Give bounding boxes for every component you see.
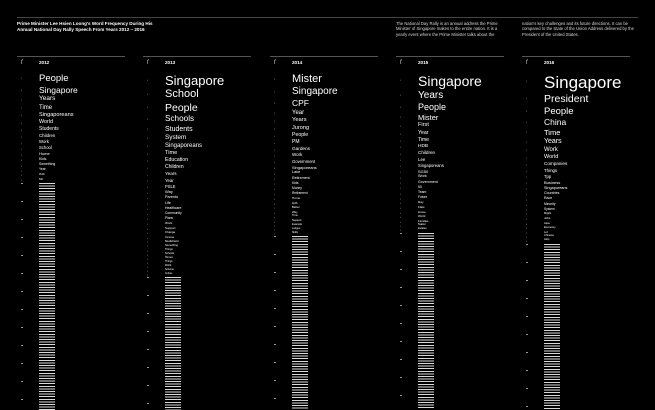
word-label: Year [39, 167, 46, 172]
word-label: Singapore [292, 86, 338, 98]
tail-markers [147, 277, 149, 410]
word-label: Work [544, 147, 558, 154]
row-marker: • [147, 128, 148, 132]
word-label: Government [418, 179, 438, 184]
row-marker: • [400, 187, 401, 191]
word-label: Schools [165, 114, 195, 124]
word-label: Retirement [292, 191, 308, 196]
row-marker: • [21, 179, 22, 183]
word-label: People [39, 73, 69, 84]
row-marker: • [21, 106, 22, 110]
row-marker: • [274, 216, 275, 220]
frequency-symbol: f [400, 60, 402, 65]
row-marker: • [21, 135, 22, 139]
word-label: Support [292, 218, 302, 222]
long-tail-list [292, 236, 308, 410]
word-label: Something [39, 162, 56, 167]
word-label: PM [292, 139, 300, 146]
word-label: Singapore [39, 84, 78, 95]
word-label: Work [39, 139, 49, 145]
row-marker: • [400, 216, 401, 220]
row-marker: • [400, 192, 401, 196]
row-marker: • [21, 174, 22, 178]
row-marker: • [526, 149, 527, 153]
column-year: 2013 [165, 60, 176, 65]
row-marker: • [274, 224, 275, 228]
intro-text-right: nation's key challenges and its future directions. It can be compared to the State of the Union Address delivered by the President of the United States. [522, 21, 634, 37]
word-label: Business [544, 179, 561, 185]
row-marker: • [147, 93, 148, 97]
word-label: President [544, 92, 589, 105]
row-marker: • [400, 116, 401, 120]
row-marker: • [274, 172, 275, 176]
row-marker: • [526, 218, 527, 222]
row-marker: • [526, 203, 527, 207]
column-year: 2016 [544, 60, 555, 65]
frequency-symbol: f [21, 60, 23, 65]
year-column-2016 [522, 56, 630, 410]
row-marker: • [147, 258, 148, 262]
row-marker: • [21, 141, 22, 145]
row-marker: • [21, 121, 22, 125]
row-marker: • [526, 109, 527, 113]
word-label: Work [292, 152, 303, 158]
word-label: Example [292, 222, 303, 226]
year-column-2013 [143, 56, 251, 410]
row-marker: • [274, 188, 275, 192]
word-label: Hdb [39, 172, 45, 177]
word-label: Years [165, 171, 177, 177]
word-label: People [292, 132, 309, 139]
word-label: School [165, 88, 199, 101]
word-label: Years [39, 95, 56, 103]
row-marker: • [147, 160, 148, 164]
row-marker: • [21, 98, 22, 102]
row-marker: • [526, 227, 527, 231]
row-marker: • [274, 119, 275, 123]
word-label: Time [418, 136, 429, 143]
long-tail-list [165, 277, 181, 410]
row-marker: • [400, 105, 401, 109]
word-label: Money [292, 186, 302, 191]
word-label: World [39, 118, 53, 125]
row-marker: • [400, 165, 401, 169]
word-label: Parents [165, 195, 179, 200]
word-label: Scheme [165, 268, 174, 272]
frequency-symbol: f [147, 60, 149, 65]
row-marker: • [526, 231, 527, 235]
word-label: Team [418, 190, 427, 195]
long-tail-list [39, 183, 55, 410]
row-marker: • [147, 222, 148, 226]
row-marker: • [526, 97, 527, 101]
word-label: People [165, 101, 198, 114]
word-label: Culture [165, 273, 173, 276]
row-marker: • [147, 241, 148, 245]
word-label: System [544, 206, 555, 211]
word-label: Home [418, 209, 426, 214]
word-label: World [418, 214, 426, 219]
word-label: People [418, 101, 447, 112]
word-label: World [544, 154, 559, 161]
row-marker: • [526, 240, 527, 244]
word-label: Years [418, 89, 444, 101]
word-label: People [544, 105, 574, 117]
row-marker: • [147, 232, 148, 236]
word-label: Years [544, 138, 562, 146]
word-label: Lodges [292, 227, 301, 231]
word-label: Mrt [39, 177, 44, 182]
word-label: Singaporeans [39, 111, 74, 118]
row-marker: • [147, 236, 148, 240]
row-marker: • [147, 106, 148, 110]
row-marker: • [274, 161, 275, 165]
word-label: Children [418, 150, 436, 156]
word-label: Jurong [292, 124, 310, 131]
word-label: Work [165, 220, 173, 225]
row-marker: • [526, 131, 527, 135]
row-marker: • [400, 220, 401, 224]
row-marker: • [147, 213, 148, 217]
word-label: Medishield [165, 239, 179, 244]
word-label: Gardens [292, 145, 310, 151]
word-label: Community [165, 210, 182, 215]
word-label: First [418, 122, 429, 129]
row-marker: • [147, 173, 148, 177]
row-marker: • [400, 171, 401, 175]
word-label: SG50 [418, 168, 429, 174]
row-marker: • [147, 191, 148, 195]
word-label: Way [165, 189, 173, 195]
word-label: Education [165, 157, 189, 164]
word-label: Countries [544, 191, 560, 196]
word-label: Year [165, 177, 174, 183]
word-label: Lot [544, 229, 548, 234]
word-label: Years [292, 116, 307, 123]
row-marker: • [21, 159, 22, 163]
word-label: Day [418, 200, 424, 205]
word-label: Students [39, 126, 59, 133]
word-label: Children [39, 133, 56, 139]
word-label: Life [165, 200, 171, 205]
row-marker: • [147, 118, 148, 122]
row-marker: • [274, 154, 275, 158]
row-marker: • [274, 183, 275, 187]
row-marker: • [400, 182, 401, 186]
word-label: Income [165, 234, 175, 239]
row-marker: • [400, 139, 401, 143]
row-marker: • [274, 178, 275, 181]
row-marker: • [147, 208, 148, 212]
word-label: Singaporeans [165, 142, 203, 149]
row-marker: • [400, 152, 401, 156]
intro-text-left: The National Day Rally is an annual address the Prime Minister of Singapore makes to the entire nation. It is a yearly event where the Prime Minister talks about the [396, 21, 498, 37]
word-label: HDB [418, 143, 429, 149]
word-label: Students [165, 125, 193, 133]
row-marker: • [274, 202, 275, 206]
word-label: Home [292, 195, 301, 200]
word-label: Something [165, 243, 178, 247]
word-label: Flats [418, 205, 425, 209]
word-label: Things [165, 247, 173, 251]
row-marker: • [147, 249, 148, 253]
tail-markers [526, 244, 528, 410]
word-label: Year [292, 110, 305, 117]
long-tail-list [418, 233, 434, 410]
year-column-2012 [17, 56, 125, 410]
tail-markers [400, 233, 402, 410]
word-label: Asia [544, 220, 550, 225]
row-marker: • [274, 141, 275, 145]
row-marker: • [526, 198, 527, 202]
word-label: Home [39, 151, 50, 157]
row-marker: • [400, 207, 401, 211]
row-marker: • [526, 182, 527, 186]
row-marker: • [274, 77, 275, 81]
word-label: Families [418, 218, 429, 223]
row-marker: • [147, 180, 148, 183]
word-label: Singaporeans [292, 164, 317, 170]
row-marker: • [274, 233, 275, 237]
page-title: Prime Minister Lee Hsien Loong's Word Frequency During His Annual National Day Rally Speech From Years 2012 – 2016 [17, 21, 153, 32]
row-marker: • [274, 90, 275, 94]
row-marker: • [274, 148, 275, 152]
row-marker: • [21, 164, 22, 168]
row-marker: • [274, 229, 275, 232]
row-marker: • [274, 112, 275, 116]
tail-markers [21, 183, 23, 410]
word-label: Government [292, 158, 316, 164]
row-marker: • [400, 159, 401, 163]
row-marker: • [274, 134, 275, 138]
row-marker: • [400, 176, 401, 180]
word-label: Homes [165, 256, 173, 260]
row-marker: • [147, 185, 148, 189]
row-marker: • [147, 145, 148, 149]
word-label: Way [292, 209, 298, 214]
row-marker: • [147, 274, 148, 278]
row-marker: • [526, 208, 527, 212]
word-label: Time [544, 127, 561, 137]
row-marker: • [21, 114, 22, 118]
word-label: School [39, 145, 52, 151]
row-marker: • [147, 167, 148, 171]
row-marker: • [147, 218, 148, 222]
word-label: Kids [292, 181, 299, 186]
row-marker: • [147, 266, 148, 270]
year-column-2014 [270, 56, 378, 410]
word-label: China [544, 117, 567, 128]
row-marker: • [147, 227, 148, 231]
word-label: 50 [418, 185, 422, 190]
row-marker: • [274, 102, 275, 106]
row-marker: • [400, 202, 401, 206]
row-marker: • [400, 94, 401, 98]
row-marker: • [21, 169, 22, 173]
top-rule [17, 17, 638, 18]
column-header [396, 56, 504, 67]
row-marker: • [274, 127, 275, 131]
word-label: Right [544, 211, 552, 216]
row-marker: • [526, 176, 527, 180]
word-label: Jobs [544, 216, 551, 221]
frequency-symbol: f [274, 60, 276, 65]
column-header [17, 56, 125, 67]
word-label: Work [418, 174, 427, 179]
row-marker: • [274, 211, 275, 215]
year-column-2015 [396, 56, 504, 410]
word-label: Estates [418, 227, 427, 231]
column-header [143, 56, 251, 67]
word-label: Economy [544, 225, 556, 230]
word-label: Skills [292, 231, 298, 235]
row-marker: • [526, 187, 527, 191]
word-label: Kids [39, 156, 47, 161]
word-label: Singaporeans [544, 185, 568, 190]
frequency-symbol: f [526, 60, 528, 65]
word-label: PSLE [165, 183, 176, 189]
word-label: Mister [418, 112, 439, 122]
row-marker: • [526, 170, 527, 174]
column-year: 2015 [418, 60, 429, 65]
row-marker: • [147, 270, 148, 274]
word-label: Support [165, 225, 176, 230]
row-marker: • [526, 222, 527, 226]
word-label: Things [165, 260, 173, 264]
word-label: Nation [418, 223, 426, 227]
row-marker: • [400, 211, 401, 215]
row-marker: • [147, 152, 148, 156]
word-label: CPF [292, 98, 309, 109]
word-label: Plans [165, 215, 173, 220]
row-marker: • [274, 166, 275, 170]
row-marker: • [274, 207, 275, 211]
row-marker: • [526, 79, 527, 83]
word-label: Help [544, 238, 550, 242]
word-label: Better [292, 205, 300, 210]
row-marker: • [400, 229, 401, 233]
row-marker: • [526, 121, 527, 125]
row-marker: • [400, 197, 401, 201]
word-label: Tpp [544, 173, 552, 179]
word-label: Healthcare [165, 205, 182, 210]
row-marker: • [526, 236, 527, 240]
row-marker: • [526, 164, 527, 168]
row-marker: • [147, 253, 148, 257]
row-marker: • [400, 125, 401, 129]
row-marker: • [526, 157, 527, 160]
word-label: Lee [418, 156, 426, 162]
column-year: 2012 [39, 60, 50, 65]
word-label: World [165, 264, 172, 268]
word-label: Schools [165, 252, 175, 256]
word-label: Change [165, 230, 176, 235]
word-label: Minority [544, 201, 556, 206]
word-label: Retirement [292, 175, 310, 180]
row-marker: • [526, 213, 527, 217]
word-label: Time [39, 104, 53, 111]
word-label: System [165, 133, 187, 141]
word-label: Future [418, 195, 428, 200]
row-marker: • [21, 77, 22, 81]
word-label: Mister [292, 73, 322, 85]
row-marker: • [400, 224, 401, 228]
word-label: Time [292, 214, 298, 218]
row-marker: • [21, 128, 22, 132]
row-marker: • [147, 245, 148, 249]
column-year: 2014 [292, 60, 303, 65]
word-label: Children [165, 164, 184, 171]
word-label: Lake [292, 170, 301, 175]
row-marker: • [147, 136, 148, 140]
tail-markers [274, 236, 276, 410]
column-header [270, 56, 378, 67]
word-label: Singapore [544, 73, 622, 92]
word-label: Companies [544, 161, 568, 167]
row-marker: • [400, 78, 401, 82]
row-marker: • [400, 146, 401, 150]
word-label: Race [544, 196, 553, 201]
row-marker: • [274, 220, 275, 224]
word-label: Year [418, 129, 429, 136]
word-label: Singapore [165, 73, 225, 88]
word-label: Singapore [418, 73, 482, 89]
word-label: Chinese [544, 234, 554, 238]
row-marker: • [21, 153, 22, 157]
column-header [522, 56, 630, 67]
row-marker: • [400, 132, 401, 136]
row-marker: • [274, 198, 275, 202]
row-marker: • [526, 193, 527, 197]
word-label: Singaporeans [418, 162, 444, 168]
row-marker: • [147, 202, 148, 206]
row-marker: • [147, 197, 148, 201]
row-marker: • [147, 262, 148, 266]
row-marker: • [526, 140, 527, 144]
row-marker: • [21, 147, 22, 151]
word-label: Hdb [292, 200, 298, 205]
long-tail-list [544, 244, 560, 410]
word-label: Time [165, 149, 178, 156]
word-label: Things [544, 167, 558, 173]
row-marker: • [147, 78, 148, 82]
row-marker: • [21, 88, 22, 92]
row-marker: • [274, 193, 275, 197]
